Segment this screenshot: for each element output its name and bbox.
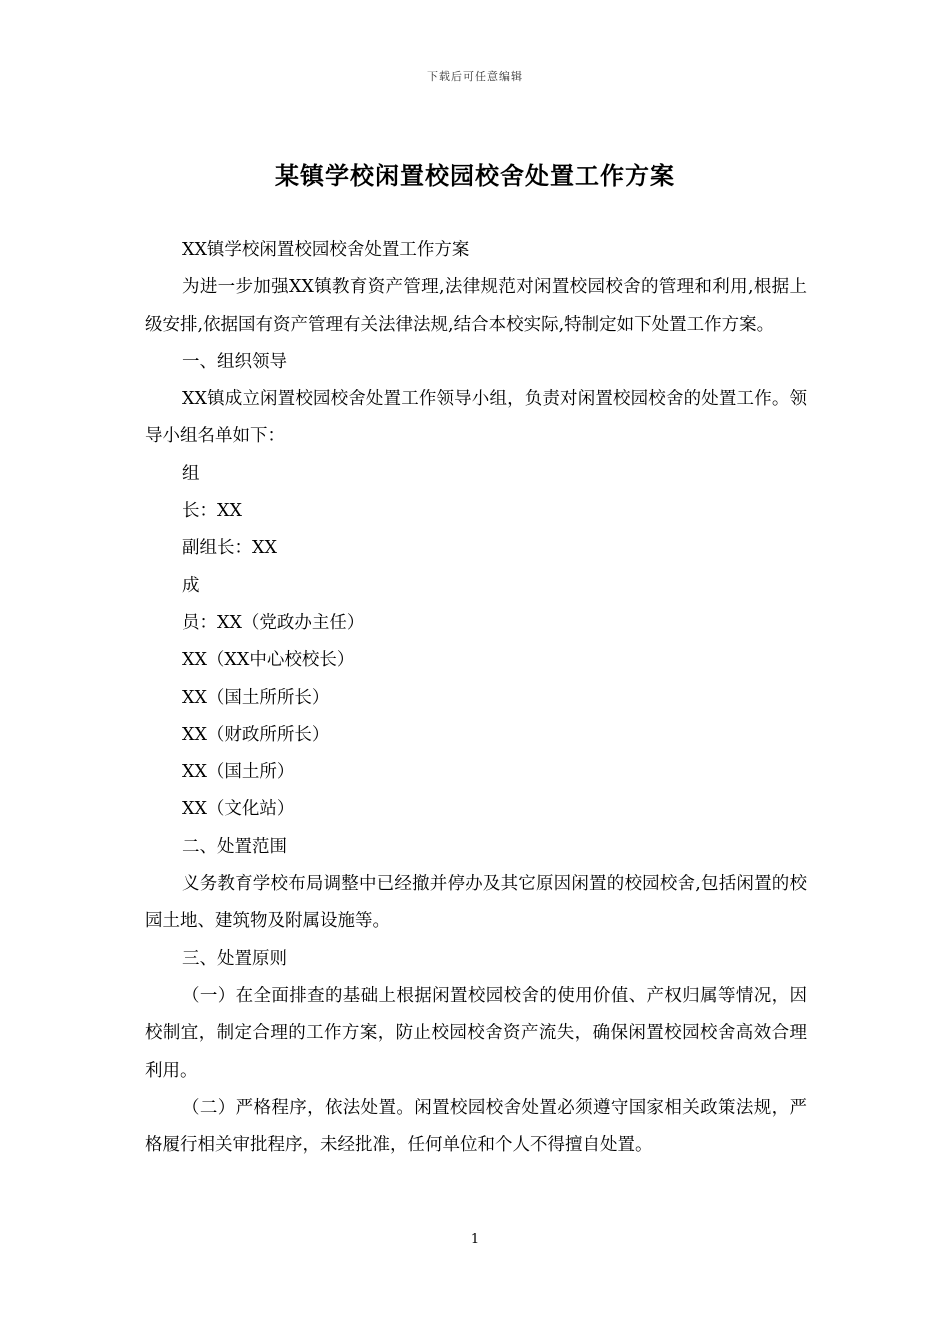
member-line: XX（财政所所长） <box>182 724 330 745</box>
member-line: XX（国土所所长） <box>182 687 330 708</box>
section-heading-organization: 一、组织领导 <box>182 351 287 372</box>
document-title: 某镇学校闲置校园校舍处置工作方案 <box>275 161 675 190</box>
member-line: 长：XX <box>182 501 242 522</box>
section-heading-scope: 二、处置范围 <box>182 836 287 857</box>
member-line: 成 <box>182 575 200 596</box>
header-note: 下载后可任意编辑 <box>427 70 523 83</box>
section-heading-principles: 三、处置原则 <box>182 948 287 969</box>
member-line: 副组长：XX <box>182 538 277 559</box>
member-line: XX（XX中心校校长） <box>182 650 355 671</box>
document-body <box>145 232 807 1164</box>
paragraph-scope: 义务教育学校布局调整中已经撤并停办及其它原因闲置的校园校舍,包括闲置的校园土地、建筑物及附属设施等。 <box>145 874 807 932</box>
paragraph-organization: XX镇成立闲置校园校舍处置工作领导小组，负责对闲置校园校舍的处置工作。领导小组名单如下： <box>145 389 807 447</box>
member-line: 组 <box>182 463 200 484</box>
paragraph-subtitle: XX镇学校闲置校园校舍处置工作方案 <box>182 240 470 260</box>
paragraph-principle-1: （一）在全面排查的基础上根据闲置校园校舍的使用价值、产权归属等情况，因校制宜，制定合理的工作方案，防止校园校舍资产流失，确保闲置校园校舍高效合理利用。 <box>145 985 807 1081</box>
paragraph-principle-2: （二）严格程序，依法处置。闲置校园校舍处置必须遵守国家相关政策法规，严格履行相关审批程序，未经批准，任何单位和个人不得擅自处置。 <box>145 1097 807 1156</box>
page-number: 1 <box>470 1232 480 1247</box>
member-line: XX（文化站） <box>182 799 295 820</box>
paragraph-intro: 为进一步加强XX镇教育资产管理,法律规范对闲置校园校舍的管理和利用,根据上级安排,依据国有资产管理有关法律法规,结合本校实际,特制定如下处置工作方案。 <box>145 277 807 335</box>
member-line: 员：XX（党政办主任） <box>182 612 365 633</box>
member-line: XX（国土所） <box>182 762 295 783</box>
